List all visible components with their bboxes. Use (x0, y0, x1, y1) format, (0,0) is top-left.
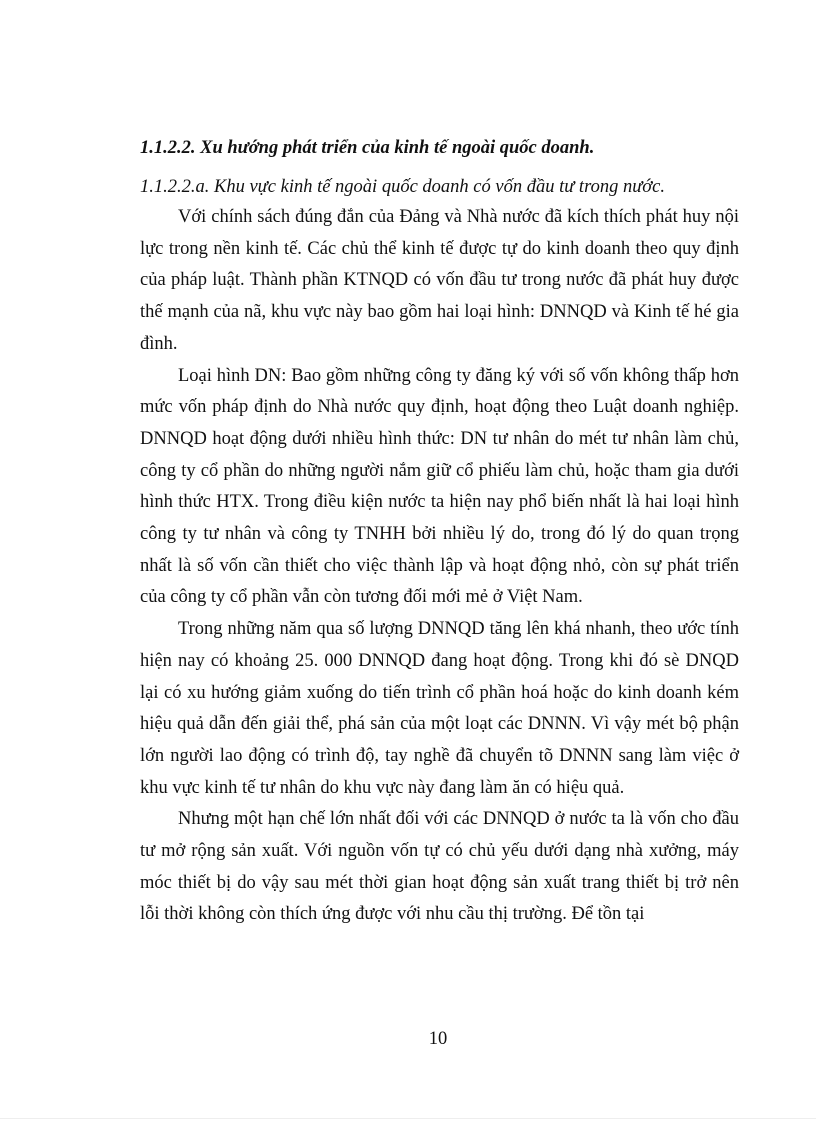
page-content (140, 133, 739, 931)
paragraph-2: Loại hình DN: Bao gồm những công ty đăng ký với số vốn không thấp hơn mức vốn pháp định do Nhà nước quy định, hoạt động theo Luật doanh nghiệp. DNNQD hoạt động dưới nhiều hình thức: DN tư nhân do mét tư nhân làm chủ, công ty cổ phần do những người nắm giữ cổ phiếu làm chủ, hoặc tham gia dưới hình thức HTX. Trong điều kiện nước ta hiện nay phổ biến nhất là hai loại hình công ty tư nhân và công ty TNHH bởi nhiều lý do, trong đó lý do quan trọng nhất là số vốn cần thiết cho việc thành lập và hoạt động nhỏ, còn sự phát triển của công ty cổ phần vẫn còn tương đối mới mẻ ở Việt Nam. (140, 365, 739, 608)
paragraph-4: Nhưng một hạn chế lớn nhất đối với các DNNQD ở nước ta là vốn cho đầu tư mở rộng sản xuất. Với nguồn vốn tự có chủ yếu dưới dạng nhà xưởng, máy móc thiết bị do vậy sau mét thời gian hoạt động sản xuất trang thiết bị trở nên lỗi thời không còn thích ứng được với nhu cầu thị trường. Để tồn tại (140, 809, 739, 925)
paragraph-3: Trong những năm qua số lượng DNNQD tăng lên khá nhanh, theo ước tính hiện nay có khoảng 25. 000 DNNQD đang hoạt động. Trong khi đó sè DNQD lại có xu hướng giảm xuống do tiến trình cổ phần hoá hoặc do kinh doanh kém hiệu quả dẫn đến giải thể, phá sản của một loạt các DNNN. Vì vậy mét bộ phận lớn người lao động có trình độ, tay nghề đã chuyển tõ DNNN sang làm việc ở khu vực kinh tế tư nhân do khu vực này đang làm ăn có hiệu quả. (140, 619, 739, 798)
paragraph-1: Với chính sách đúng đắn của Đảng và Nhà nước đã kích thích phát huy nội lực trong nền kinh tế. Các chủ thể kinh tế được tự do kinh doanh theo quy định của pháp luật. Thành phần KTNQD có vốn đầu tư trong nước đã phát huy được thế mạnh của nã, khu vực này bao gồm hai loại hình: DNNQD và Kinh tế hé gia đình. (140, 207, 739, 354)
subsection-heading: 1.1.2.2.a. Khu vực kinh tế ngoài quốc doanh có vốn đầu tư trong nước. (140, 177, 666, 197)
section-heading: 1.1.2.2. Xu hướng phát triển của kinh tế ngoài quốc doanh. (140, 138, 595, 158)
page-number: 10 (428, 1029, 448, 1049)
page-bottom-divider (0, 1118, 816, 1119)
